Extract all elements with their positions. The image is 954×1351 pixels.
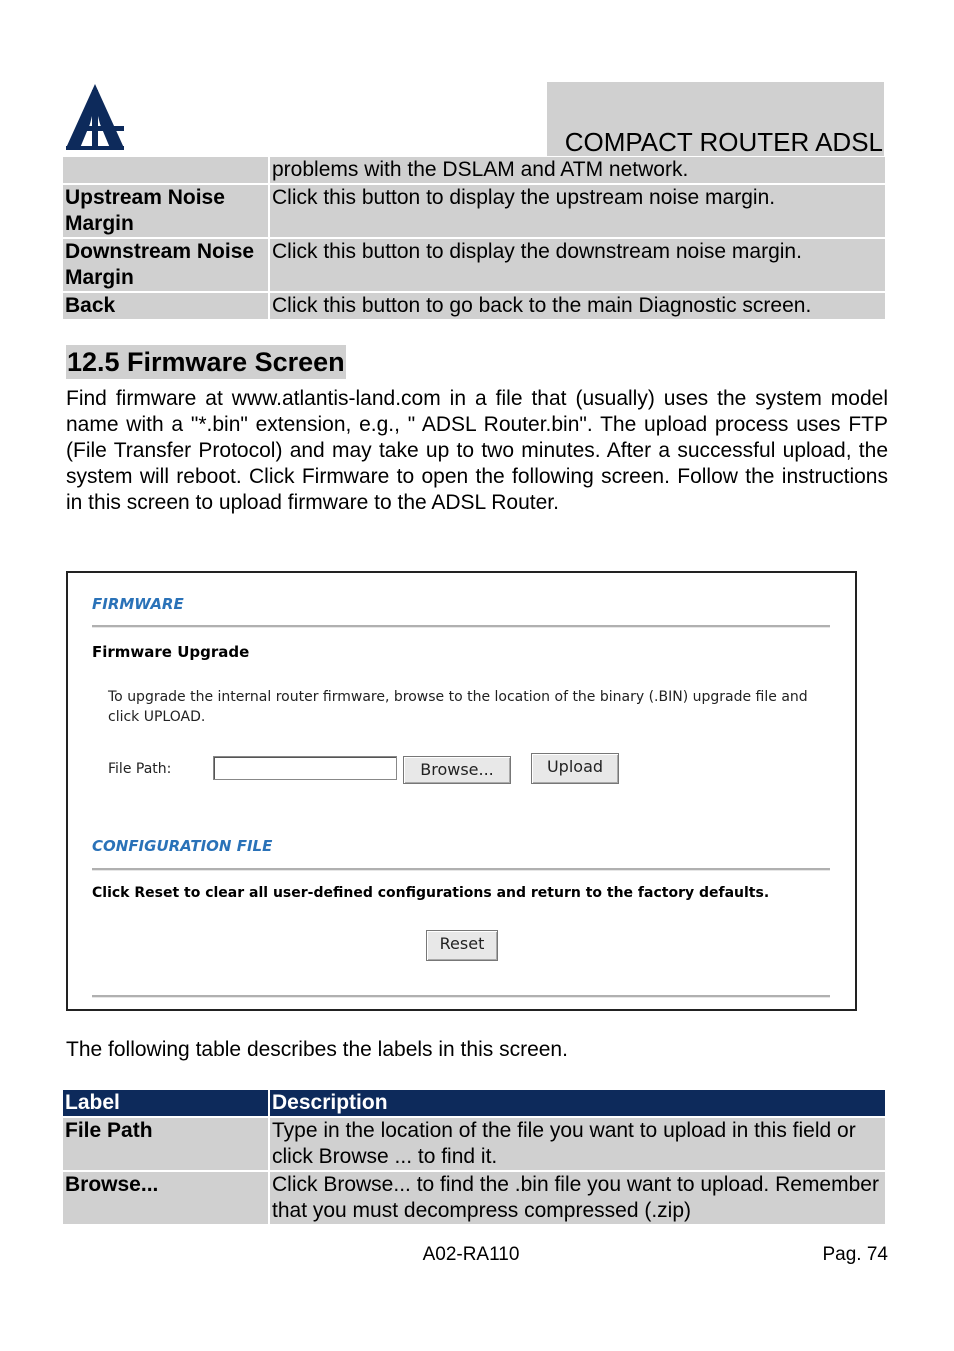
row-description: Click this button to display the upstream noise margin.	[270, 185, 885, 237]
divider	[92, 868, 830, 871]
upgrade-instructions: To upgrade the internal router firmware, browse to the location of the binary (.BIN) upgrade file and click UPLOAD.	[108, 689, 808, 725]
section-heading: 12.5 Firmware Screen	[67, 347, 345, 377]
row-description: Click Browse... to find the .bin file you want to upload. Remember that you must decompress compressed (.zip)	[270, 1172, 885, 1224]
table-row	[63, 239, 885, 291]
footer-doc-code: A02-RA110	[422, 1244, 520, 1265]
row-label: Back	[63, 293, 268, 319]
row-label: File Path	[63, 1118, 268, 1170]
file-path-input[interactable]	[213, 756, 397, 780]
row-label: Upstream Noise Margin	[63, 185, 268, 237]
upload-button[interactable]: Upload	[531, 753, 619, 784]
browse-button[interactable]: Browse...	[403, 756, 511, 784]
header-title: COMPACT ROUTER ADSL	[564, 127, 883, 157]
header-band	[547, 82, 884, 156]
atlantis-logo-icon	[64, 82, 126, 152]
row-label: Downstream Noise Margin	[63, 239, 268, 291]
row-description: problems with the DSLAM and ATM network.	[270, 157, 885, 183]
firmware-title: FIRMWARE	[92, 595, 184, 613]
intro-paragraph: Find firmware at www.atlantis-land.com in a file that (usually) uses the system model name with a "*.bin" extension, e.g., " ADSL Router.bin". The upload process uses FTP (File Transfer Protocol) and may take up to two minutes. After a successful upload, the system will reboot. Click Firmware to open the following screen. Follow the instructions in this screen to upload firmware to the ADSL Router.	[66, 387, 888, 514]
labels-table	[61, 1088, 887, 1226]
row-description: Type in the location of the file you want to upload in this field or click Browse ... to find it.	[270, 1118, 885, 1170]
table-header-row	[63, 1090, 885, 1116]
divider	[92, 625, 830, 628]
table-caption: The following table describes the labels in this screen.	[66, 1038, 568, 1061]
divider	[92, 995, 830, 998]
table-row	[63, 1118, 885, 1170]
upgrade-heading: Firmware Upgrade	[92, 643, 250, 661]
row-description: Click this button to display the downstream noise margin.	[270, 239, 885, 291]
config-title: CONFIGURATION FILE	[92, 837, 273, 855]
file-path-label: File Path:	[108, 761, 172, 777]
reset-button[interactable]: Reset	[426, 930, 498, 961]
table-row	[63, 293, 885, 319]
row-label: Browse...	[63, 1172, 268, 1224]
table-row	[63, 185, 885, 237]
diagnostic-table	[61, 155, 887, 321]
table-row	[63, 157, 885, 183]
row-description: Click this button to go back to the main Diagnostic screen.	[270, 293, 885, 319]
header-label: Label	[63, 1090, 268, 1116]
table-row	[63, 1172, 885, 1224]
header-description: Description	[270, 1090, 885, 1116]
row-label	[63, 157, 268, 183]
footer-page-number: Pag. 74	[822, 1244, 888, 1265]
firmware-screenshot	[66, 571, 857, 1011]
config-instructions: Click Reset to clear all user-defined configurations and return to the factory defaults.	[92, 885, 770, 901]
